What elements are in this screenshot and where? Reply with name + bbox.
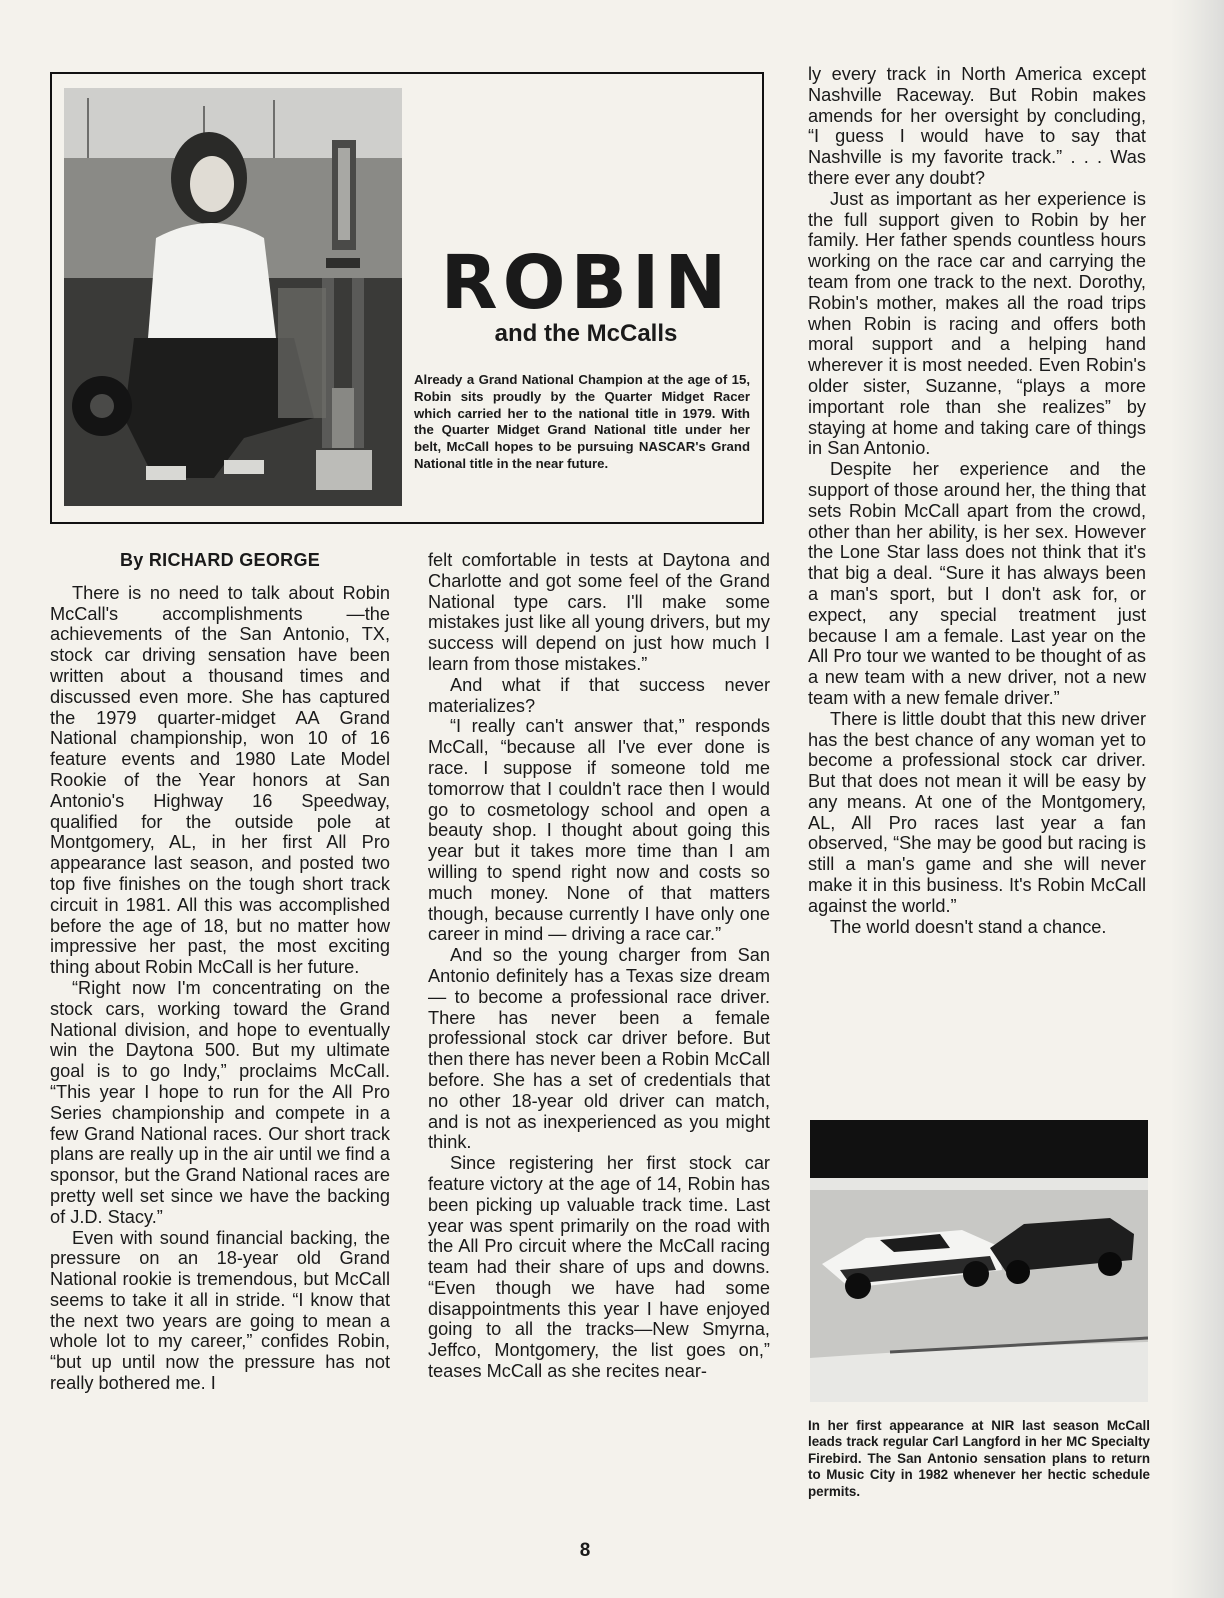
column-1-paragraph: There is no need to talk about Robin McCall's accomplishments —the achievements of the San Antonio, TX, stock car driving sensation have been written about a thousand times and discussed even more. She has captured the 1979 quarter-midget AA Grand National championship, won 10 of 16 feature events and 1980 Late Model Rookie of the Year honors at San Antonio's Highway 16 Speedway, qualified for the outside pole at Montgomery, AL, in her first All Pro appearance last season, and posted two top five finishes on the tough short track circuit in 1981. All this was accomplished before the age of 18, but no matter how impressive her past, the most exciting thing about Robin McCall is her future.: [50, 582, 390, 978]
column-3-paragraph: ly every track in North America except Nashville Raceway. But Robin makes amends for her oversight by concluding, “I guess I would have to say that Nashville is my favorite track.” . . . Was there ever any doubt?: [808, 64, 1146, 188]
article-column-3: [808, 64, 1146, 937]
photo-caption: Already a Grand National Champion at the age of 15, Robin sits proudly by the Quarter Midget Racer which carried her to the national title in 1979. With the Quarter Midget Grand National title under her belt, McCall hopes to be pursuing NASCAR's Grand National title in the near future.: [414, 372, 750, 471]
article-column-2: [428, 550, 770, 1382]
race-photo-caption: In her first appearance at NIR last season McCall leads track regular Carl Langford in her MC Specialty Firebird. The San Antonio sensation plans to return to Music City in 1982 whenever her hectic schedule permits.: [808, 1418, 1150, 1499]
column-3-paragraph: Just as important as her experience is the full support given to Robin by her family. Her father spends countless hours working on the race car and carrying the team from one track to the next. Dorothy, Robin's mother, makes all the road trips when Robin is racing and offers both moral support and a helping hand wherever it is most needed. Even Robin's older sister, Suzanne, “plays a more important role than she realizes” by staying at home and taking care of things in San Antonio.: [808, 188, 1146, 459]
headline-box: [50, 72, 764, 524]
column-2-paragraph: Since registering her first stock car feature victory at the age of 14, Robin has been picking up valuable track time. Last year was spent primarily on the road with the All Pro circuit where the McCall racing team had their share of ups and downs. “Even though we have had some disappointments this year I have enjoyed going to all the tracks—New Smyrna, Jeffco, Montgomery, the list goes on,” teases McCall as she recites near-: [428, 1153, 770, 1382]
column-3-paragraph: There is little doubt that this new driver has the best chance of any woman yet to become a professional stock car driver. But that does not mean it will be easy by any means. At one of the Montgomery, AL, All Pro races last year a fan observed, “She may be good but racing is still a man's game and she will never make it in this business. It's Robin McCall against the world.”: [808, 708, 1146, 916]
article-subtitle: and the McCalls: [494, 320, 678, 347]
article-column-1: [50, 550, 390, 1394]
race-cars-photo: [810, 1120, 1148, 1402]
page-edge: [1170, 0, 1224, 1598]
byline: By RICHARD GEORGE: [119, 550, 321, 570]
robin-trophy-photo: [64, 88, 402, 506]
column-2-paragraph: felt comfortable in tests at Daytona and Charlotte and got some feel of the Grand National type cars. I'll make some mistakes just like all young drivers, but my success will depend on just how much I learn from those mistakes.”: [428, 550, 770, 674]
column-1-paragraph: “Right now I'm concentrating on the stock cars, working toward the Grand National division, and hope to eventually win the Daytona 500. But my ultimate goal is to go Indy,” proclaims McCall. “This year I hope to run for the All Pro Series championship and compete in a few Grand National races. Our short track plans are really up in the air until we find a sponsor, but the Grand National races are pretty well set since we have the backing of J.D. Stacy.”: [50, 977, 390, 1227]
column-1-paragraph: Even with sound financial backing, the pressure on an 18-year old Grand National rookie is tremendous, but McCall seems to take it all in stride. “I know that the next two years are going to mean a whole lot to my career,” confides Robin, “but up until now the pressure has not really bothered me. I: [50, 1227, 390, 1394]
column-3-paragraph: Despite her experience and the support of those around her, the thing that sets Robin McCall apart from the crowd, other than her ability, is her sex. However the Lone Star lass does not think that it's that big a deal. “Sure it has always been a man's sport, but I don't ask for, or expect, any special treatment just because I am a female. Last year on the All Pro tour we wanted to be thought of as a new team with a new driver, not a new team with a new female driver.”: [808, 459, 1146, 708]
article-title: ROBIN: [440, 240, 732, 326]
column-2-paragraph: And what if that success never materializes?: [428, 674, 770, 716]
column-2-paragraph: “I really can't answer that,” responds McCall, “because all I've ever done is race. I suppose if someone told me tomorrow that I couldn't race then I would go to cosmetology school and open a beauty shop. I thought about going this year but it takes more time than I am willing to spend right now and costs so much money. None of that matters though, because currently I have only one career in mind — driving a race car.”: [428, 716, 770, 945]
column-3-paragraph: The world doesn't stand a chance.: [830, 916, 1107, 937]
column-2-paragraph: And so the young charger from San Antonio definitely has a Texas size dream — to become a professional race driver. There has never been a female professional stock car driver before. But then there has never been a Robin McCall before. She has a set of credentials that no other 18-year old driver can match, and is not as inexperienced as you might think.: [428, 945, 770, 1153]
page-number: 8: [579, 1540, 591, 1561]
